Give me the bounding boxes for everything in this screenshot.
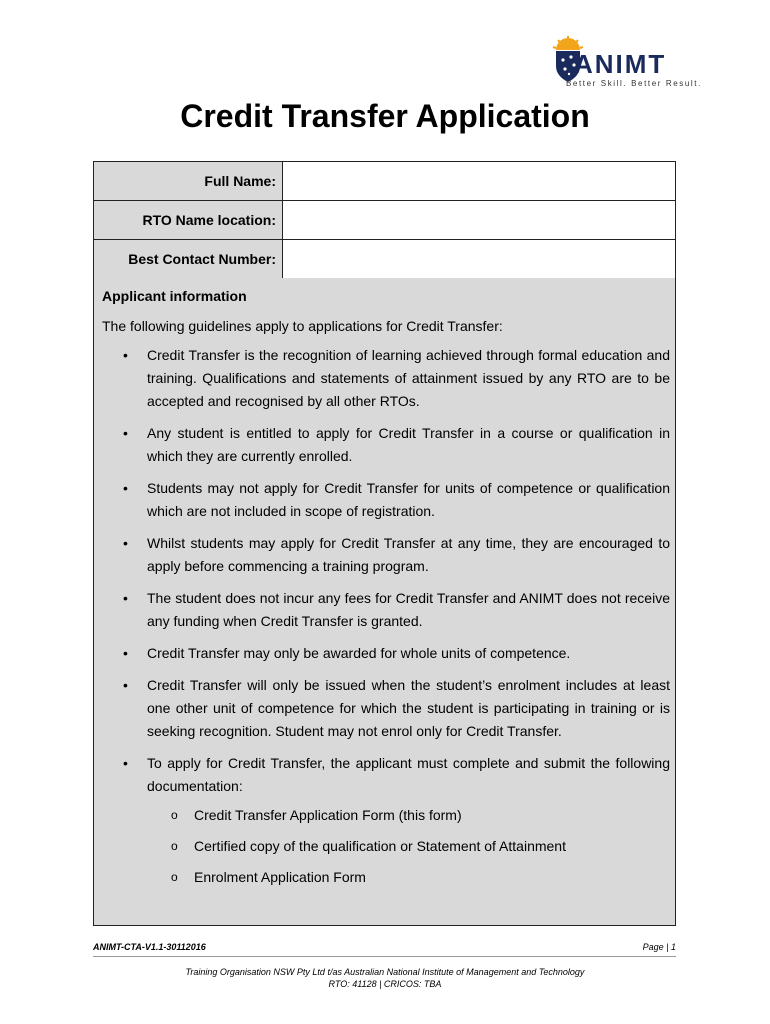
circle-bullet-icon: o: [171, 870, 178, 884]
info-heading: Applicant information: [102, 288, 247, 304]
document-text: Enrolment Application Form: [194, 869, 366, 885]
document-item: [147, 835, 670, 858]
guideline-text: Credit Transfer may only be awarded for whole units of competence.: [147, 645, 571, 661]
full-name-field[interactable]: [283, 162, 676, 201]
document-id: ANIMT-CTA-V1.1-30112016: [93, 942, 206, 952]
bullet-icon: •: [123, 645, 128, 661]
footer-line-2: RTO: 41128 | CRICOS: TBA: [328, 979, 442, 989]
guideline-item: [102, 344, 670, 413]
footer-line-1: Training Organisation NSW Pty Ltd t/as Australian National Institute of Management and Technology: [185, 967, 585, 977]
page-title: Credit Transfer Application: [180, 98, 590, 134]
logo-name: ANIMT: [574, 49, 667, 79]
guideline-item: [102, 477, 670, 523]
bullet-icon: •: [123, 677, 128, 693]
form-row-full-name: [94, 162, 676, 201]
guideline-text: Credit Transfer is the recognition of learning achieved through formal education and training. Qualifications and statements of attainment issued by any RTO are to be accepted and recognised by all other RTOs.: [147, 347, 670, 409]
guideline-text: Students may not apply for Credit Transfer for units of competence or qualification which are not included in scope of registration.: [147, 480, 670, 519]
form-row-rto-name: [94, 201, 676, 240]
document-item: [147, 866, 670, 889]
guideline-item: [102, 532, 670, 578]
info-intro: The following guidelines apply to applications for Credit Transfer:: [102, 318, 503, 334]
document-text: Credit Transfer Application Form (this form): [194, 807, 462, 823]
logo-tagline: Better Skill. Better Result.: [566, 79, 702, 88]
page-number: Page | 1: [642, 942, 676, 952]
guideline-text: Any student is entitled to apply for Credit Transfer in a course or qualification in which they are currently enrolled.: [147, 425, 670, 464]
guidelines-list: [102, 344, 670, 898]
full-name-label: Full Name:: [94, 162, 283, 201]
document-item: [147, 804, 670, 827]
applicant-information-box: [93, 278, 676, 926]
rto-name-field[interactable]: [283, 201, 676, 240]
guideline-item: [102, 642, 670, 665]
form-row-contact-number: [94, 240, 676, 279]
applicant-form: [93, 161, 676, 279]
footer-divider: [93, 956, 676, 957]
guideline-item: [102, 674, 670, 743]
contact-number-field[interactable]: [283, 240, 676, 279]
bullet-icon: •: [123, 425, 128, 441]
sunburst-icon: [553, 36, 583, 50]
circle-bullet-icon: o: [171, 808, 178, 822]
bullet-icon: •: [123, 535, 128, 551]
circle-bullet-icon: o: [171, 839, 178, 853]
bullet-icon: •: [123, 480, 128, 496]
rto-name-label: RTO Name location:: [94, 201, 283, 240]
guideline-item: [102, 587, 670, 633]
contact-number-label: Best Contact Number:: [94, 240, 283, 279]
document-text: Certified copy of the qualification or Statement of Attainment: [194, 838, 566, 854]
guideline-text: To apply for Credit Transfer, the applicant must complete and submit the following documentation:: [147, 755, 670, 794]
bullet-icon: •: [123, 590, 128, 606]
guideline-item: [102, 422, 670, 468]
documents-list: [147, 804, 670, 889]
guideline-item: [102, 752, 670, 889]
footer-organisation: [0, 966, 770, 990]
bullet-icon: •: [123, 755, 128, 771]
guideline-text: Whilst students may apply for Credit Transfer at any time, they are encouraged to apply before commencing a training program.: [147, 535, 670, 574]
guideline-text: The student does not incur any fees for Credit Transfer and ANIMT does not receive any funding when Credit Transfer is granted.: [147, 590, 670, 629]
bullet-icon: •: [123, 347, 128, 363]
guideline-text: Credit Transfer will only be issued when the student’s enrolment includes at least one other unit of competence for which the student is participating in training or is seeking recognition. Student may not enrol only for Credit Transfer.: [147, 677, 670, 739]
